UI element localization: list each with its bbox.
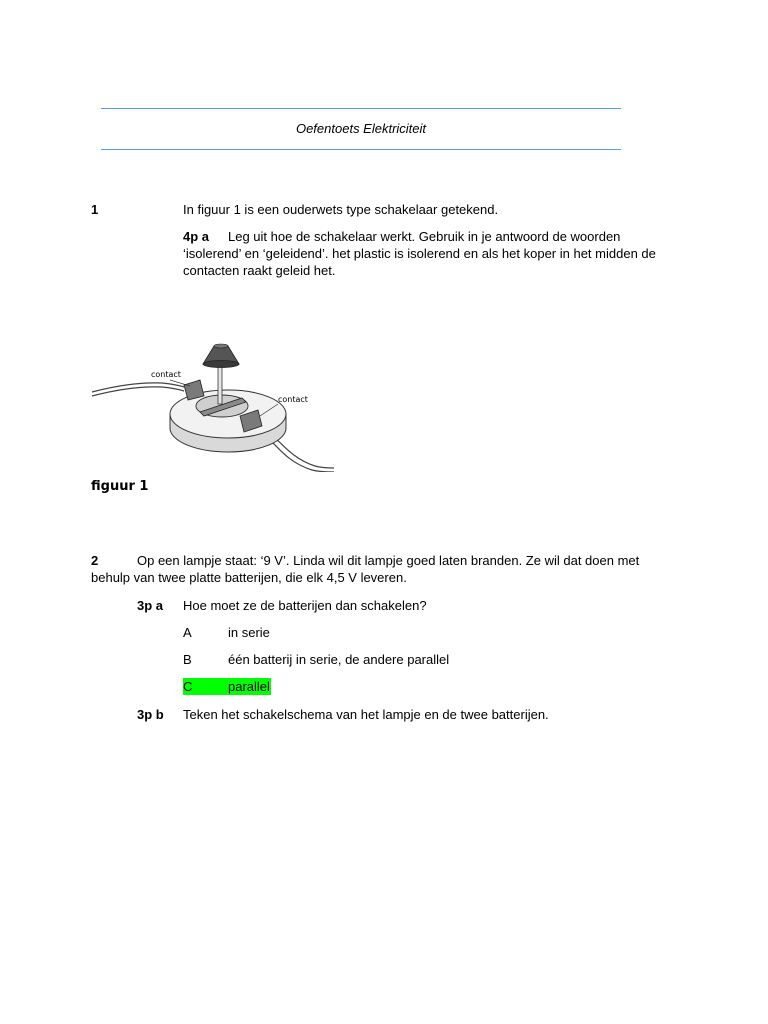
question-1-intro: In figuur 1 is een ouderwets type schakelaar getekend.: [183, 202, 499, 217]
question-2-intro-line1: Op een lampje staat: ‘9 V’. Linda wil dit lampje goed laten branden. Ze wil dat doen met: [137, 553, 640, 568]
question-2a-label: 3p a: [137, 598, 164, 613]
header-bottom-rule: [101, 149, 621, 150]
switch-illustration: [90, 340, 335, 472]
option-a-text: in serie: [228, 625, 270, 640]
figure-caption: figuur 1: [91, 479, 149, 494]
option-b-text: één batterij in serie, de andere parallel: [228, 652, 450, 667]
document-title: Oefentoets Elektriciteit: [295, 121, 427, 136]
option-c-highlight: [183, 678, 271, 695]
contact-label-left: contact: [151, 370, 181, 379]
option-b-letter: B: [183, 652, 192, 667]
question-1a-label: 4p a: [183, 229, 210, 244]
question-2a-text: Hoe moet ze de batterijen dan schakelen?: [183, 598, 427, 613]
question-1a-line2: ‘isolerend’ en ‘geleidend’. het plastic is isolerend en als het koper in het midden de: [183, 246, 656, 261]
question-2b-label: 3p b: [137, 707, 164, 722]
question-2-intro-line2: behulp van twee platte batterijen, die elk 4,5 V leveren.: [91, 570, 407, 585]
question-2b-text: Teken het schakelschema van het lampje en de twee batterijen.: [183, 707, 549, 722]
header-top-rule: [101, 108, 621, 109]
option-c-text: parallel: [228, 679, 270, 694]
question-1-number: 1: [91, 202, 99, 217]
option-a-letter: A: [183, 625, 192, 640]
contact-label-right: contact: [278, 395, 308, 404]
question-1a-line3: contacten raakt geleid het.: [183, 263, 336, 278]
option-c-letter: C: [183, 679, 193, 694]
question-2-number: 2: [91, 553, 99, 568]
question-1a-line1: Leg uit hoe de schakelaar werkt. Gebruik in je antwoord de woorden: [228, 229, 621, 244]
